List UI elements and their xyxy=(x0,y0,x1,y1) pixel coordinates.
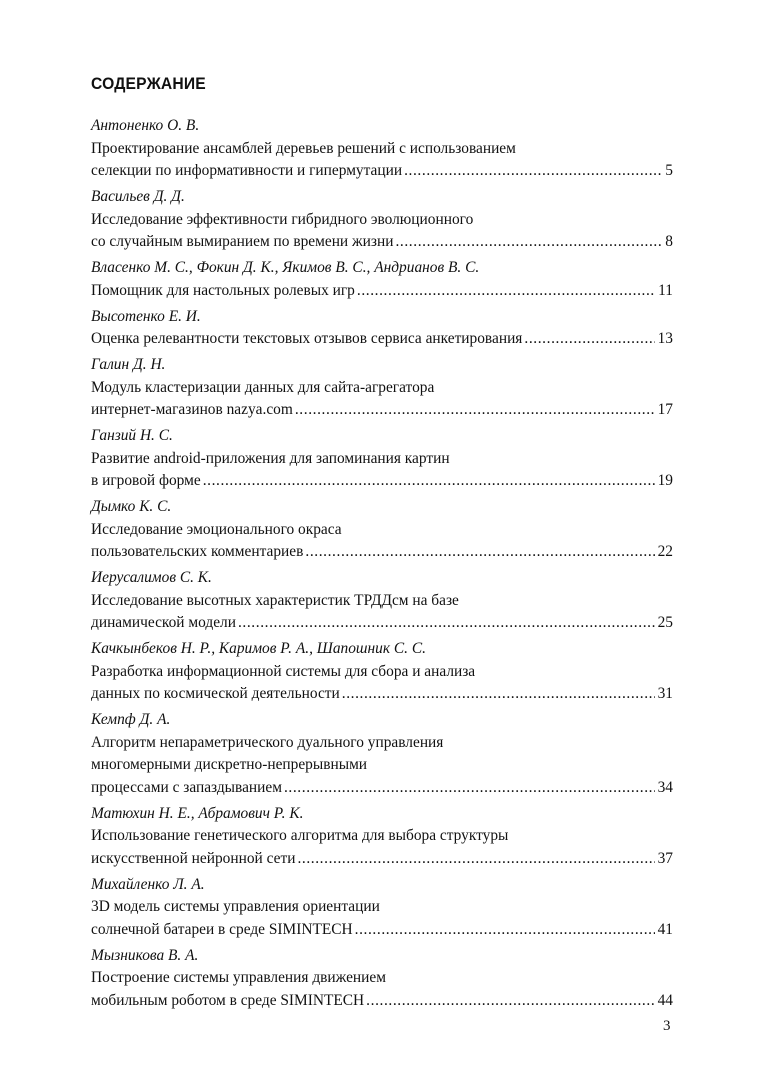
toc-entry xyxy=(91,115,673,183)
page-title: СОДЕРЖАНИЕ xyxy=(91,74,206,93)
toc-entry xyxy=(91,425,673,493)
dot-leader xyxy=(238,612,655,635)
toc-entry-title-text: Помощник для настольных ролевых игр xyxy=(91,281,355,299)
toc-entry-title-line: Построение системы управления движением xyxy=(91,969,386,986)
toc-entry-title-line: 3D модель системы управления ориентации xyxy=(91,898,380,915)
toc-entry-page: 44 xyxy=(657,991,673,1009)
toc-entry-title-line xyxy=(91,919,673,942)
toc-entry xyxy=(91,567,673,635)
toc-entry-title-text: мобильным роботом в среде SIMINTECH xyxy=(91,991,365,1009)
dot-leader xyxy=(355,919,655,942)
toc-entry-title-line xyxy=(91,683,673,706)
toc-entry-title-line: Проектирование ансамблей деревьев решений с использованием xyxy=(91,139,516,157)
toc-entry-title-text: искусственной нейронной сети xyxy=(91,849,296,867)
toc-entry-title-line xyxy=(91,160,673,183)
toc-entry-author: Высотенко Е. И. xyxy=(91,307,201,325)
toc-entry xyxy=(91,496,673,564)
toc-entry-title-line xyxy=(91,541,673,564)
toc-entry-page: 19 xyxy=(657,472,673,489)
toc-entry-author: Антоненко О. В. xyxy=(91,117,200,134)
toc-entry xyxy=(91,354,673,422)
page-number: 3 xyxy=(663,1018,671,1034)
toc-entry-title-line: Алгоритм непараметрического дуального управления xyxy=(91,733,444,751)
toc-entry-title-text: данных по космической деятельности xyxy=(91,685,340,702)
toc-entry xyxy=(91,709,673,799)
toc-entry-page: 13 xyxy=(657,330,673,347)
dot-leader xyxy=(295,399,655,422)
dot-leader xyxy=(284,777,655,800)
dot-leader xyxy=(404,160,662,183)
toc-entry-title-text: интернет-магазинов nazya.com xyxy=(91,401,293,418)
toc-entry-page: 11 xyxy=(658,281,673,299)
toc-entry-author: Васильев Д. Д. xyxy=(91,188,185,205)
toc-entry-title-text: в игровой форме xyxy=(91,472,201,489)
toc-entry-author: Качкынбеков Н. Р., Каримов Р. А., Шапошник С. С. xyxy=(91,640,426,657)
toc-entry-author: Михайленко Л. А. xyxy=(91,875,205,893)
toc-entry-title-line xyxy=(91,470,673,493)
toc-entry-title-line xyxy=(91,328,673,351)
toc-entry xyxy=(91,186,673,254)
toc-entry-author: Иерусалимов С. К. xyxy=(91,569,212,586)
toc-entry xyxy=(91,257,673,302)
dot-leader xyxy=(342,683,655,706)
dot-leader xyxy=(305,541,654,564)
dot-leader xyxy=(297,848,654,871)
toc-entry-title-line xyxy=(91,280,673,303)
toc-entry-title-line xyxy=(91,231,673,254)
dot-leader xyxy=(357,280,655,303)
dot-leader xyxy=(366,990,654,1013)
toc-entry-author: Кемпф Д. А. xyxy=(91,711,171,728)
toc-entry-page: 25 xyxy=(657,614,673,631)
toc-entry-title-text: селекции по информативности и гипермутации xyxy=(91,162,403,179)
toc-entry xyxy=(91,638,673,706)
toc-entry-author: Ганзий Н. С. xyxy=(91,427,173,444)
toc-entry-author: Галин Д. Н. xyxy=(91,356,166,373)
toc-entry-author: Матюхин Н. Е., Абрамович Р. К. xyxy=(91,804,304,822)
toc-entry-title-line xyxy=(91,612,673,635)
dot-leader xyxy=(524,328,654,351)
toc-entry xyxy=(91,306,673,351)
toc-entry-author: Мызникова В. А. xyxy=(91,946,199,964)
table-of-contents xyxy=(91,115,673,1016)
toc-entry-title-text: Оценка релевантности текстовых отзывов сервиса анкетирования xyxy=(91,330,523,347)
toc-entry-author: Дымко К. С. xyxy=(91,498,172,515)
toc-entry-title-line xyxy=(91,848,673,871)
toc-entry-page: 37 xyxy=(657,849,673,867)
toc-entry-title-line xyxy=(91,399,673,422)
toc-entry-page: 34 xyxy=(657,778,673,796)
toc-entry-page: 31 xyxy=(657,685,673,702)
toc-entry-author: Власенко М. С., Фокин Д. К., Якимов В. С., Андрианов В. С. xyxy=(91,259,480,276)
toc-entry-title-line: многомерными дискретно-непрерывными xyxy=(91,756,368,773)
toc-entry-title-line: Развитие android-приложения для запоминания картин xyxy=(91,449,450,467)
toc-entry-title-line: Использование генетического алгоритма для выбора структуры xyxy=(91,827,509,844)
dot-leader xyxy=(395,231,662,254)
toc-entry-page: 22 xyxy=(657,543,673,560)
toc-entry-title-text: солнечной батареи в среде SIMINTECH xyxy=(91,920,353,938)
toc-entry xyxy=(91,945,673,1013)
toc-entry-title-text: пользовательских комментариев xyxy=(91,543,304,560)
toc-entry-page: 17 xyxy=(657,401,673,418)
toc-entry-title-line: Исследование эмоционального окраса xyxy=(91,520,342,538)
toc-entry-title-line: Модуль кластеризации данных для сайта-агрегатора xyxy=(91,378,435,396)
toc-entry xyxy=(91,803,673,871)
dot-leader xyxy=(203,470,655,493)
toc-entry xyxy=(91,874,673,942)
toc-entry-title-line: Исследование эффективности гибридного эволюционного xyxy=(91,210,474,228)
toc-entry-title-text: процессами с запаздыванием xyxy=(91,778,282,796)
toc-entry-title-line xyxy=(91,990,673,1013)
toc-entry-title-text: динамической модели xyxy=(91,614,236,631)
toc-entry-page: 8 xyxy=(665,233,673,250)
toc-entry-title-line xyxy=(91,777,673,800)
toc-entry-title-line: Разработка информационной системы для сбора и анализа xyxy=(91,662,476,680)
toc-entry-title-line: Исследование высотных характеристик ТРДДсм на базе xyxy=(91,591,459,609)
toc-entry-page: 5 xyxy=(665,162,673,179)
toc-entry-page: 41 xyxy=(657,920,673,938)
toc-entry-title-text: со случайным вымиранием по времени жизни xyxy=(91,233,394,250)
